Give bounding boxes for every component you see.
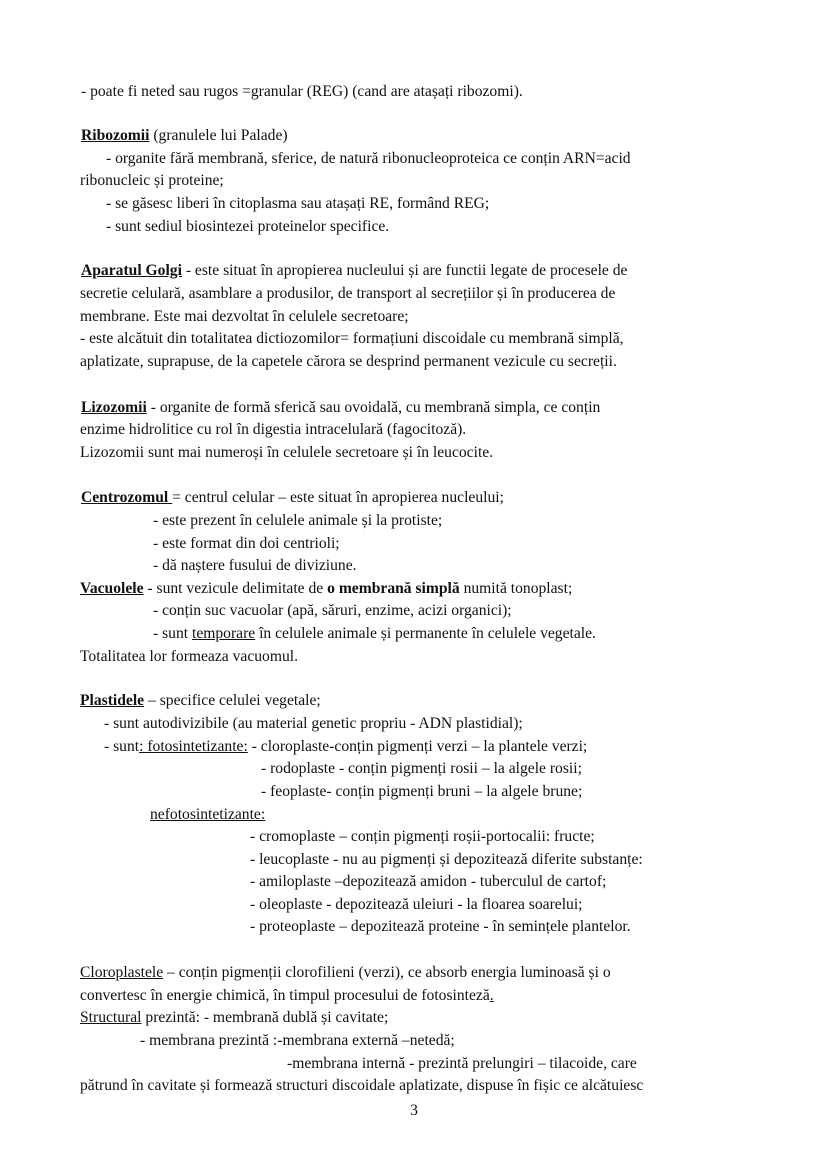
section-vacuole [80, 578, 572, 600]
text-line: -membrana internă - prezintă prelungiri – tilacoide, care [287, 1055, 637, 1072]
text-line: aplatizate, suprapuse, de la capetele cărora se desprind permanent vezicule cu secreții. [80, 353, 617, 370]
text-line: - este format din doi centrioli; [153, 535, 340, 552]
heading-vacuole: Vacuolele [80, 580, 144, 597]
text-line: - este alcătuit din totalitatea dictiozomilor= formațiuni discoidale cu membrană simplă, [80, 330, 624, 347]
text-line: - conțin suc vacuolar (apă, săruri, enzime, acizi organici); [153, 602, 512, 619]
section-ribozomi [81, 125, 288, 147]
text-span: convertesc în energie chimică, în timpul procesului de fotosinteză [80, 987, 490, 1004]
text-line: - se găsesc liberi în citoplasma sau atașați RE, formând REG; [106, 195, 490, 212]
section-plastide [80, 690, 321, 712]
text-span: (granulele lui Palade) [149, 127, 288, 144]
text-line: - organite fără membrană, sferice, de natură ribonucleoproteica ce conțin ARN=acid [106, 150, 631, 167]
section-cloroplaste [80, 962, 611, 984]
text-line: ribonucleic și proteine; [80, 172, 224, 189]
underlined-text: temporare [191, 625, 256, 642]
text-line: - dă naștere fusului de diviziune. [153, 557, 357, 574]
text-line: - amiloplaste –depozitează amidon - tuberculul de cartof; [250, 873, 607, 890]
text-line: - sunt autodivizibile (au material genetic propriu - ADN plastidial); [104, 715, 523, 732]
text-line: enzime hidrolitice cu rol în digestia intracelulară (fagocitoză). [80, 421, 467, 438]
section-golgi [81, 260, 627, 282]
heading-structural: Structural [80, 1009, 142, 1026]
subheading-nefotosintetizante: nefotosintetizante: [150, 806, 266, 823]
text-line: pătrund în cavitate și formează structuri discoidale aplatizate, dispuse în fișic ce alcătuiesc [80, 1077, 644, 1094]
underlined-text: : fotosintetizante: [139, 738, 248, 755]
heading-golgi: Aparatul Golgi [81, 262, 182, 279]
heading-centrozom: Centrozomul [81, 489, 173, 506]
text-span: numită tonoplast; [459, 580, 573, 597]
text-line: - poate fi neted sau rugos =granular (REG) (cand are atașați ribozomi). [81, 83, 523, 100]
text-span: în celulele animale și permanente în celulele vegetale. [255, 625, 596, 642]
text-line [80, 1007, 388, 1029]
heading-lizozomi: Lizozomii [81, 399, 147, 416]
text-span: - sunt vezicule delimitate de [143, 580, 328, 597]
text-line: membrane. Este mai dezvoltat în celulele secretoare; [80, 308, 409, 325]
text-line: - rodoplaste - conțin pigmenți rosii – la algele rosii; [261, 760, 582, 777]
heading-plastide: Plastidele [80, 692, 145, 709]
text-line: secretie celulară, asamblare a produsilor, de transport al secrețiilor și în producerea de [80, 285, 616, 302]
text-line: - oleoplaste - depozitează uleiuri - la floarea soarelui; [250, 896, 583, 913]
text-span: – conțin pigmenții clorofilieni (verzi), ce absorb energia luminoasă și o [163, 964, 611, 981]
page-number: 3 [410, 1102, 418, 1119]
text-line [104, 736, 587, 758]
underlined-text: . [489, 987, 494, 1004]
section-centrozom [81, 487, 504, 509]
text-span: - organite de formă sferică sau ovoidală, cu membrană simpla, ce conțin [146, 399, 601, 416]
text-line: Totalitatea lor formeaza vacuomul. [80, 648, 298, 665]
text-span: = centrul celular – este situat în apropierea nucleului; [172, 489, 504, 506]
heading-ribozomi: Ribozomii [81, 127, 150, 144]
heading-cloroplaste: Cloroplastele [80, 964, 164, 981]
section-lizozomi [81, 397, 600, 419]
text-line: - cromoplaste – conțin pigmenți roșii-portocalii: fructe; [250, 828, 595, 845]
text-line [80, 985, 494, 1007]
text-span: prezintă: - membrană dublă și cavitate; [141, 1009, 389, 1026]
text-line: - feoplaste- conțin pigmenți bruni – la algele brune; [261, 783, 583, 800]
bold-text: o membrană simplă [327, 580, 460, 597]
text-span: – specifice celulei vegetale; [144, 692, 321, 709]
text-line: - membrana prezintă :-membrana externă –netedă; [140, 1032, 455, 1049]
text-span: - sunt [104, 738, 140, 755]
text-line: - sunt sediul biosintezei proteinelor specifice. [106, 218, 390, 235]
text-span: - sunt [153, 625, 192, 642]
text-span: - cloroplaste-conțin pigmenți verzi – la plantele verzi; [247, 738, 588, 755]
text-line [153, 623, 596, 645]
text-line: Lizozomii sunt mai numeroși în celulele secretoare și în leucocite. [80, 444, 494, 461]
text-line: - este prezent în celulele animale și la protiste; [153, 512, 443, 529]
text-span: - este situat în apropierea nucleului și are functii legate de procesele de [181, 262, 628, 279]
text-line: - leucoplaste - nu au pigmenți și depozitează diferite substanțe: [250, 851, 643, 868]
text-line: - proteoplaste – depozitează proteine - în semințele plantelor. [250, 918, 631, 935]
